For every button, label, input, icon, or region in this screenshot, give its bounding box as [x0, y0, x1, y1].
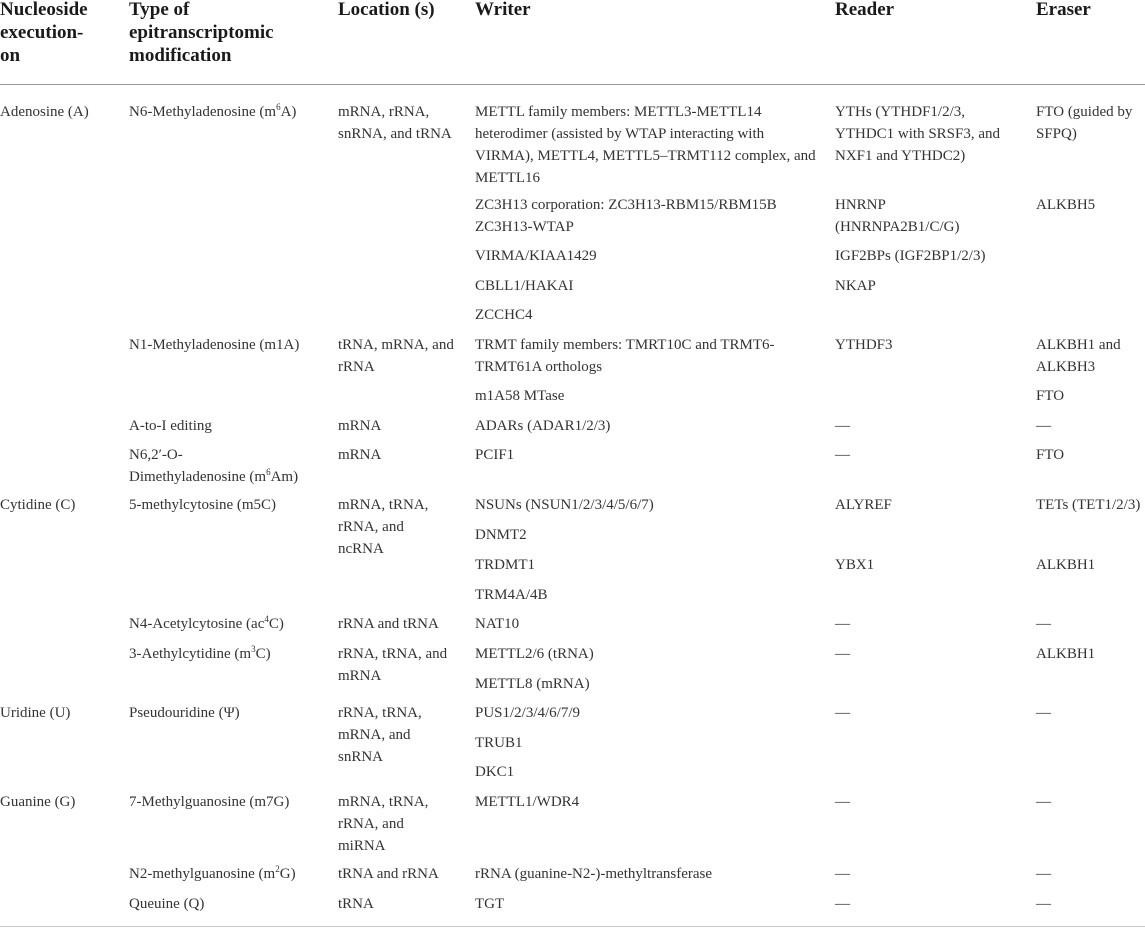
- writer-cell: NSUNs (NSUN1/2/3/4/5/6/7): [475, 497, 654, 513]
- reader-cell: YTHs (YTHDF1/2/3, YTHDC1 with SRSF3, and NXF1 and YTHDC2): [835, 104, 1001, 164]
- reader-cell: —: [835, 866, 850, 882]
- eraser-cell: —: [1036, 794, 1051, 810]
- reader-cell: —: [835, 418, 850, 434]
- writer-cell: METTL1/WDR4: [475, 794, 580, 810]
- modification-type-cell: 7-Methylguanosine (m7G): [129, 794, 290, 810]
- modification-type-cell: 5-methylcytosine (m5C): [129, 497, 277, 513]
- location-cell: rRNA and tRNA: [338, 616, 439, 632]
- nucleoside-cell: Guanine (G): [0, 794, 76, 810]
- modification-type-cell: [129, 613, 334, 635]
- header-type-line: Type of: [129, 0, 190, 20]
- eraser-cell: TETs (TET1/2/3): [1036, 497, 1141, 513]
- type-text: C): [255, 646, 271, 662]
- reader-cell: HNRNP (HNRNPA2B1/C/G): [835, 197, 960, 235]
- modification-type-cell: [129, 101, 334, 123]
- writer-cell: PUS1/2/3/4/6/7/9: [475, 705, 581, 721]
- eraser-cell: —: [1036, 896, 1051, 912]
- type-text: Dimethyladenosine (m: [129, 469, 267, 485]
- location-cell: mRNA, tRNA, rRNA, and ncRNA: [338, 497, 429, 557]
- location-cell: mRNA: [338, 418, 382, 434]
- modification-type-cell: [129, 863, 334, 885]
- modification-type-cell: N1-Methyladenosine (m1A): [129, 337, 300, 353]
- nucleoside-cell: Adenosine (A): [0, 104, 89, 120]
- writer-cell: METTL2/6 (tRNA): [475, 646, 594, 662]
- header-reader: Reader: [835, 0, 895, 20]
- modification-type-cell: Pseudouridine (Ψ): [129, 705, 240, 721]
- type-text: Am): [270, 469, 299, 485]
- header-nucleoside: [0, 0, 120, 67]
- modification-type-cell: [129, 444, 334, 488]
- writer-cell: m1A58 MTase: [475, 388, 565, 404]
- eraser-cell: ALKBH1: [1036, 557, 1096, 573]
- reader-cell: YBX1: [835, 557, 875, 573]
- type-superscript: 3: [251, 644, 256, 654]
- eraser-cell: FTO (guided by SFPQ): [1036, 104, 1133, 142]
- writer-cell: TRM4A/4B: [475, 587, 548, 603]
- location-cell: rRNA, tRNA, mRNA, and snRNA: [338, 705, 422, 765]
- table-bottom-rule: [0, 926, 1145, 927]
- writer-cell: PCIF1: [475, 447, 515, 463]
- writer-cell: DKC1: [475, 764, 515, 780]
- reader-cell: NKAP: [835, 278, 876, 294]
- eraser-cell: —: [1036, 866, 1051, 882]
- header-nucleoside-line: Nucleoside: [0, 0, 88, 20]
- reader-cell: YTHDF3: [835, 337, 893, 353]
- location-cell: tRNA and rRNA: [338, 866, 439, 882]
- location-cell: mRNA: [338, 447, 382, 463]
- eraser-cell: FTO: [1036, 388, 1065, 404]
- type-text: N6-Methyladenosine (m: [129, 104, 277, 120]
- header-eraser: Eraser: [1036, 0, 1091, 20]
- type-text: 3-Aethylcytidine (m: [129, 646, 252, 662]
- writer-cell: TRDMT1: [475, 557, 535, 573]
- reader-cell: —: [835, 794, 850, 810]
- type-superscript: 6: [276, 102, 281, 112]
- type-text: N4-Acetylcytosine (ac: [129, 616, 265, 632]
- writer-cell: TRMT family members: TMRT10C and TRMT6-TRMT61A orthologs: [475, 337, 775, 375]
- writer-cell: TRUB1: [475, 735, 523, 751]
- modification-type-cell: [129, 643, 334, 665]
- reader-cell: —: [835, 705, 850, 721]
- location-cell: tRNA, mRNA, and rRNA: [338, 337, 454, 375]
- header-location: Location (s): [338, 0, 435, 20]
- header-nucleoside-line: on: [0, 45, 21, 66]
- modification-type-cell: A-to-I editing: [129, 418, 212, 434]
- header-writer: Writer: [475, 0, 531, 20]
- eraser-cell: —: [1036, 705, 1051, 721]
- type-superscript: 6: [266, 467, 271, 477]
- location-cell: mRNA, rRNA, snRNA, and tRNA: [338, 104, 452, 142]
- eraser-cell: ALKBH1 and ALKBH3: [1036, 337, 1121, 375]
- reader-cell: ALYREF: [835, 497, 892, 513]
- eraser-cell: FTO: [1036, 447, 1065, 463]
- location-cell: mRNA, tRNA, rRNA, and miRNA: [338, 794, 429, 854]
- header-nucleoside-line: execution-: [0, 22, 84, 43]
- writer-cell: DNMT2: [475, 527, 527, 543]
- writer-cell: CBLL1/HAKAI: [475, 278, 574, 294]
- eraser-cell: —: [1036, 418, 1051, 434]
- type-superscript: 2: [275, 864, 280, 874]
- writer-cell: METTL family members: METTL3-METTL14 heterodimer (assisted by WTAP interacting with VIRMA), METTL4, METTL5–TRMT112 complex, and METTL16: [475, 104, 816, 186]
- writer-cell: VIRMA/KIAA1429: [475, 248, 597, 264]
- eraser-cell: —: [1036, 616, 1051, 632]
- writer-cell: ZC3H13 corporation: ZC3H13-RBM15/RBM15B ZC3H13-WTAP: [475, 197, 777, 235]
- header-type-line: modification: [129, 45, 232, 66]
- eraser-cell: ALKBH5: [1036, 197, 1096, 213]
- reader-cell: —: [835, 646, 850, 662]
- header-type: [129, 0, 329, 67]
- reader-cell: —: [835, 616, 850, 632]
- header-type-line: epitranscriptomic: [129, 22, 274, 43]
- type-text: C): [268, 616, 284, 632]
- reader-cell: —: [835, 896, 850, 912]
- reader-cell: —: [835, 447, 850, 463]
- writer-cell: METTL8 (mRNA): [475, 676, 590, 692]
- location-cell: tRNA: [338, 896, 374, 912]
- eraser-cell: ALKBH1: [1036, 646, 1096, 662]
- type-text: N6,2′-O-: [129, 447, 183, 463]
- location-cell: rRNA, tRNA, and mRNA: [338, 646, 448, 684]
- type-text-line: [129, 466, 334, 488]
- nucleoside-cell: Uridine (U): [0, 705, 71, 721]
- writer-cell: ZCCHC4: [475, 307, 533, 323]
- writer-cell: NAT10: [475, 616, 520, 632]
- nucleoside-cell: Cytidine (C): [0, 497, 76, 513]
- modification-type-cell: Queuine (Q): [129, 896, 205, 912]
- writer-cell: rRNA (guanine-N2-)-methyltransferase: [475, 866, 712, 882]
- type-text: A): [280, 104, 297, 120]
- type-text: N2-methylguanosine (m: [129, 866, 276, 882]
- writer-cell: TGT: [475, 896, 505, 912]
- type-superscript: 4: [264, 614, 269, 624]
- type-text: G): [279, 866, 296, 882]
- table-header: [0, 0, 1145, 85]
- writer-cell: ADARs (ADAR1/2/3): [475, 418, 611, 434]
- reader-cell: IGF2BPs (IGF2BP1/2/3): [835, 248, 986, 264]
